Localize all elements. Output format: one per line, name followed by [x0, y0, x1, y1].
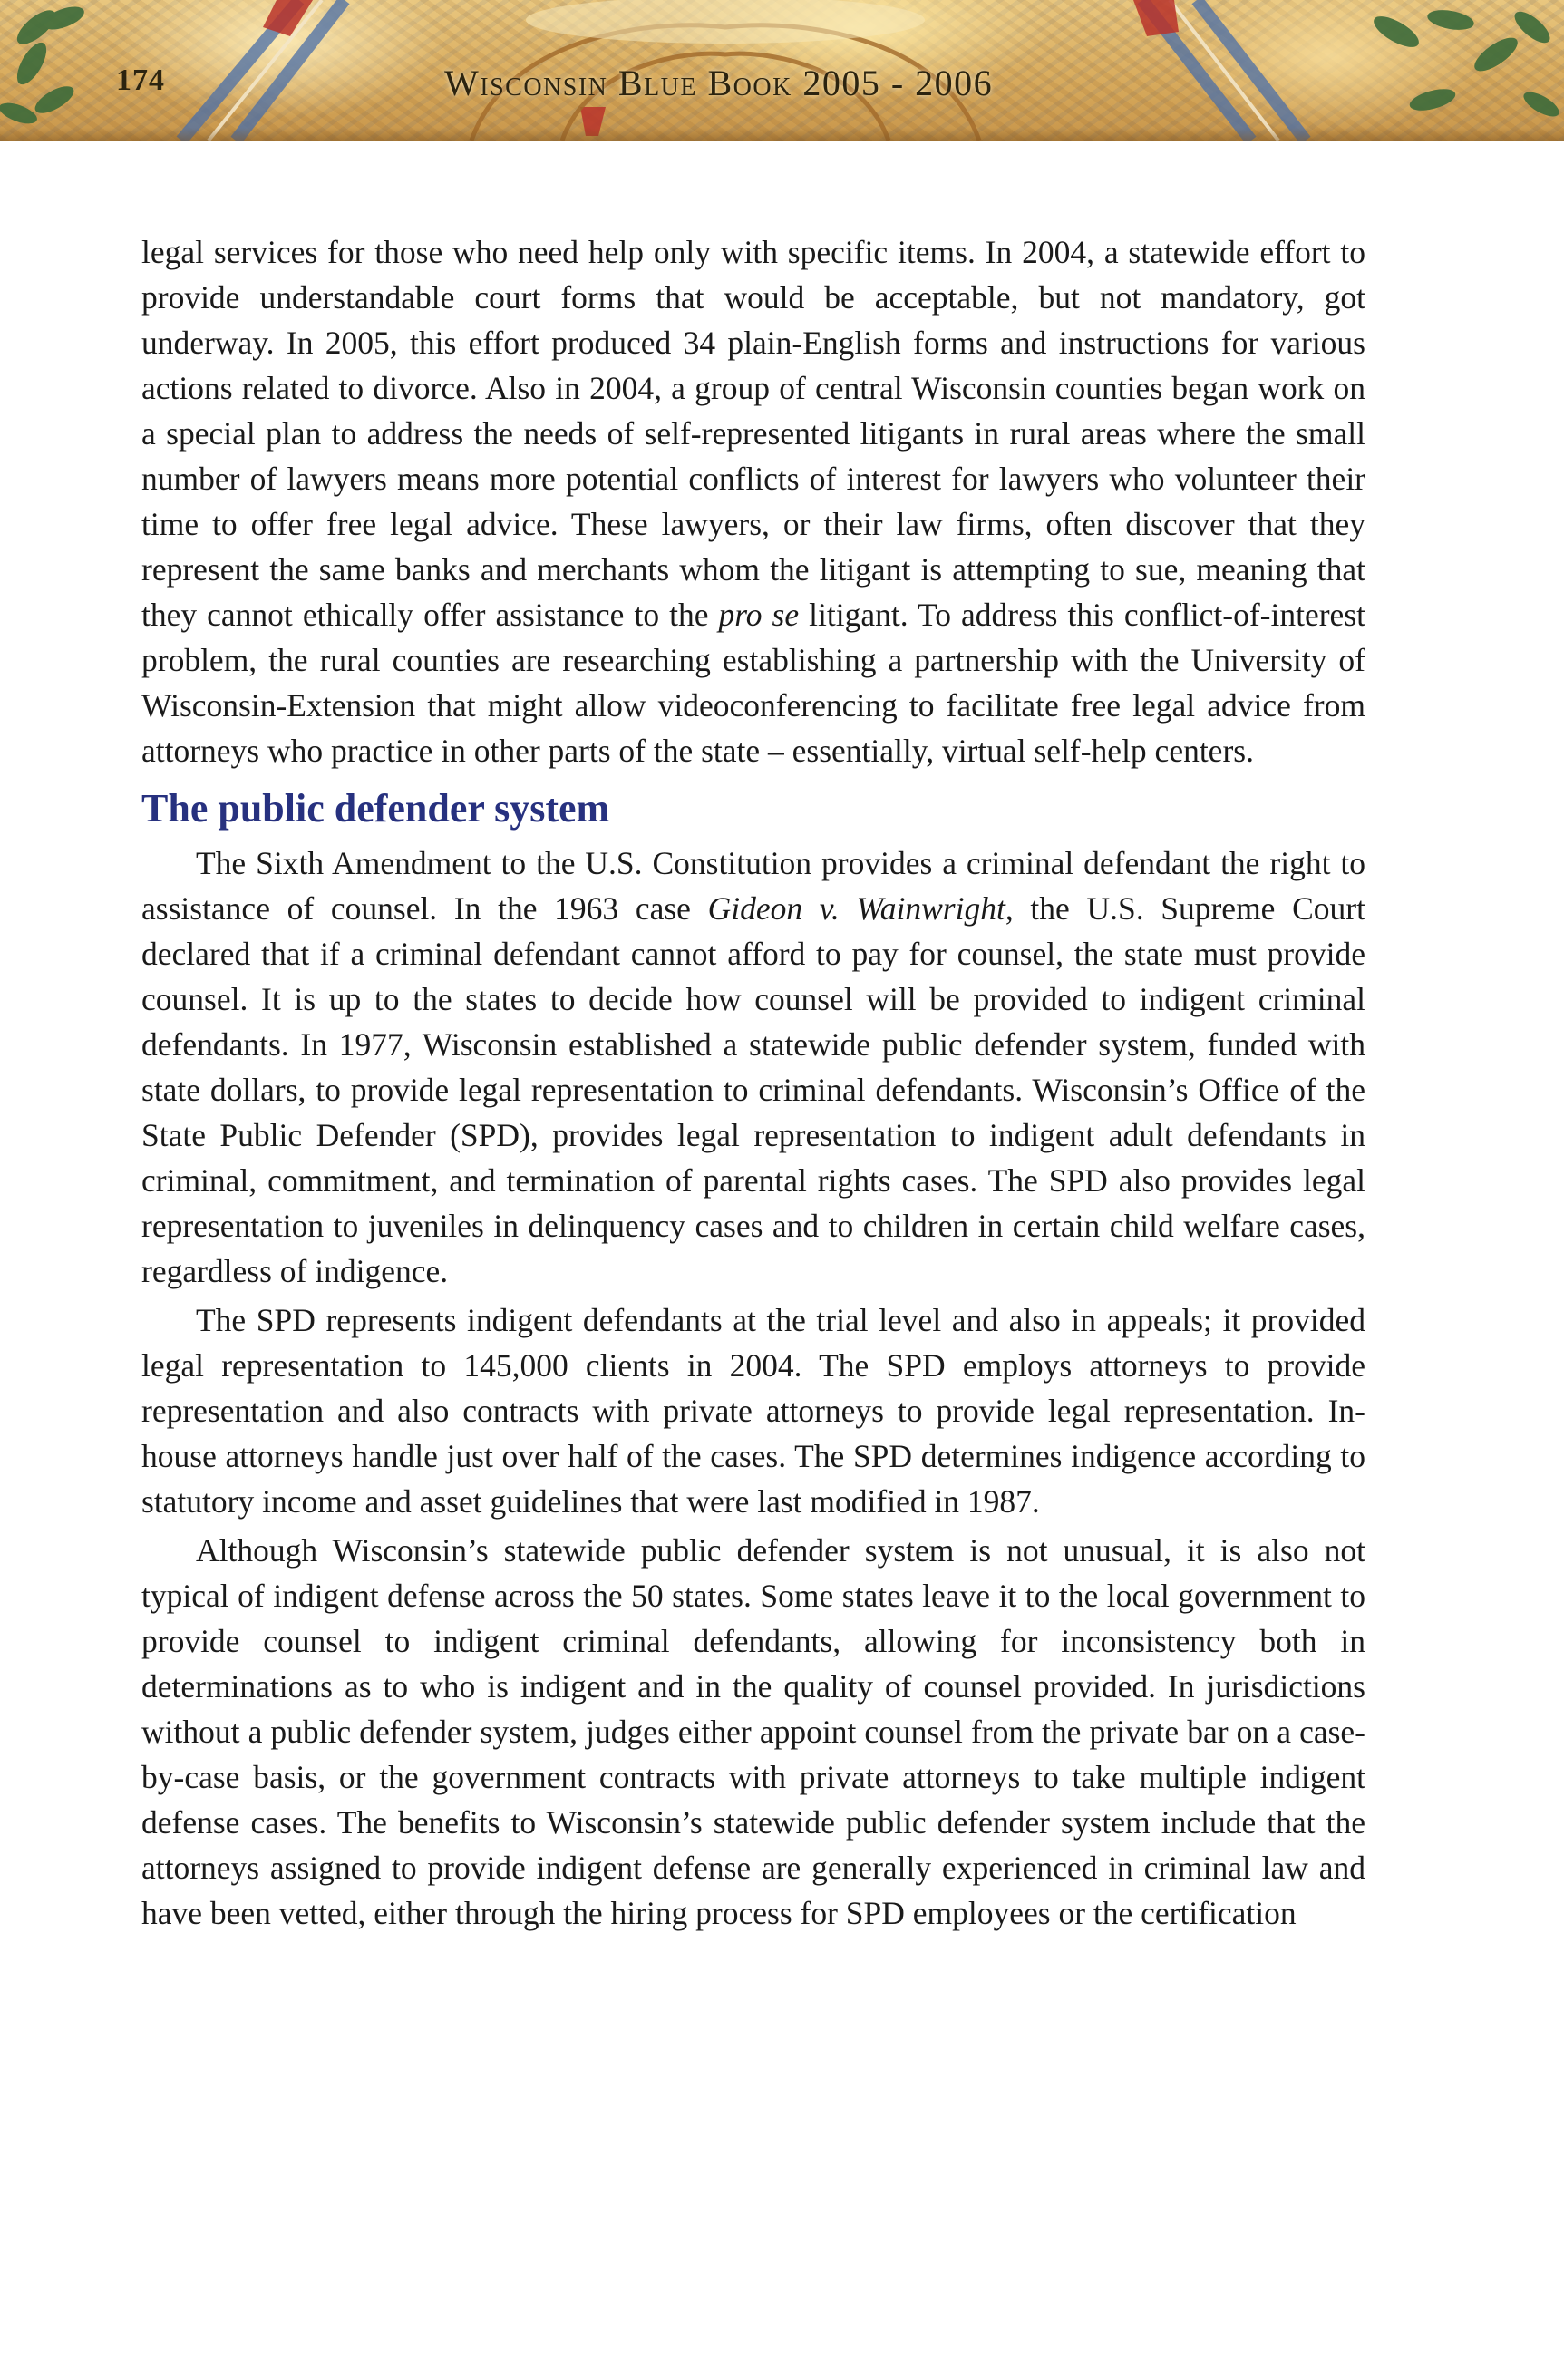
- paragraph-statewide-system: Although Wisconsin’s statewide public defender system is not unusual, it is also not typical of indigent defense across the 50 states. Some states leave it to the local government to provide counsel to indigent criminal defendants, allowing for inconsistency both in determinations as to who is indigent and in the quality of counsel provided. In jurisdictions without a public defender system, judges either appoint counsel from the private bar on a case-by-case basis, or the government contracts with private attorneys to take multiple indigent defense cases. The benefits to Wisconsin’s statewide public defender system include that the attorneys assigned to provide indigent defense are generally experienced in criminal law and have been vetted, either through the hiring process for SPD employees or the certification: [141, 1532, 1365, 1931]
- paragraph-spd-representation: The SPD represents indigent defendants at the trial level and also in appeals; it provided legal representation to 145,000 clients in 2004. The SPD employs attorneys to provide representation and also contracts with private attorneys to provide legal representation. In-house attorneys handle just over half of the cases. The SPD determines indigence according to statutory income and asset guidelines that were last modified in 1987.: [141, 1302, 1365, 1520]
- paragraph-continuation: [141, 229, 1365, 773]
- page-number: 174: [116, 63, 165, 97]
- paragraph-text: litigant. To address this conflict-of-interest problem, the rural counties are researching establishing a partnership with the University of Wisconsin-Extension that might allow videoconferencing to facilitate free legal advice from attorneys who practice in other parts of the state – essentially, virtual self-help centers.: [141, 597, 1365, 769]
- header-banner: [0, 0, 1564, 141]
- paragraph-text: legal services for those who need help only with specific items. In 2004, a statewide effort to provide understandable court forms that would be acceptable, but not mandatory, got underway. In 2005, this effort produced 34 plain-English forms and instructions for various actions related to divorce. Also in 2004, a group of central Wisconsin counties began work on a special plan to address the needs of self-represented litigants in rural areas where the small number of lawyers means more potential conflicts of interest for lawyers who volunteer their time to offer free legal advice. These lawyers, or their law firms, often discover that they represent the same banks and merchants whom the litigant is attempting to sue, meaning that they cannot ethically offer assistance to the: [141, 234, 1365, 633]
- running-head-title: Wisconsin Blue Book 2005 - 2006: [444, 63, 994, 103]
- case-name: Gideon v. Wainwright: [707, 890, 1005, 927]
- banner-edge-shadow: [0, 128, 1564, 141]
- paragraph-sixth-amendment: [141, 840, 1365, 1294]
- section-heading: The public defender system: [141, 786, 610, 831]
- page-body: [141, 229, 1365, 1936]
- italic-term: pro se: [718, 597, 800, 633]
- paragraph-text: , the U.S. Supreme Court declared that if a criminal defendant cannot afford to pay for counsel, the state must provide counsel. It is up to the states to decide how counsel will be provided to indigent criminal defendants. In 1977, Wisconsin established a statewide public defender system, funded with state dollars, to provide legal representation to criminal defendants. Wisconsin’s Office of the State Public Defender (SPD), provides legal representation to indigent adult defendants in criminal, commitment, and termination of parental rights cases. The SPD also provides legal representation to juveniles in delinquency cases and to children in certain child welfare cases, regardless of indigence.: [141, 890, 1365, 1289]
- paragraph-text: The Sixth Amendment to the U.S. Constitution provides a criminal defendant the right to assistance of counsel. In the 1963 case: [141, 845, 1365, 927]
